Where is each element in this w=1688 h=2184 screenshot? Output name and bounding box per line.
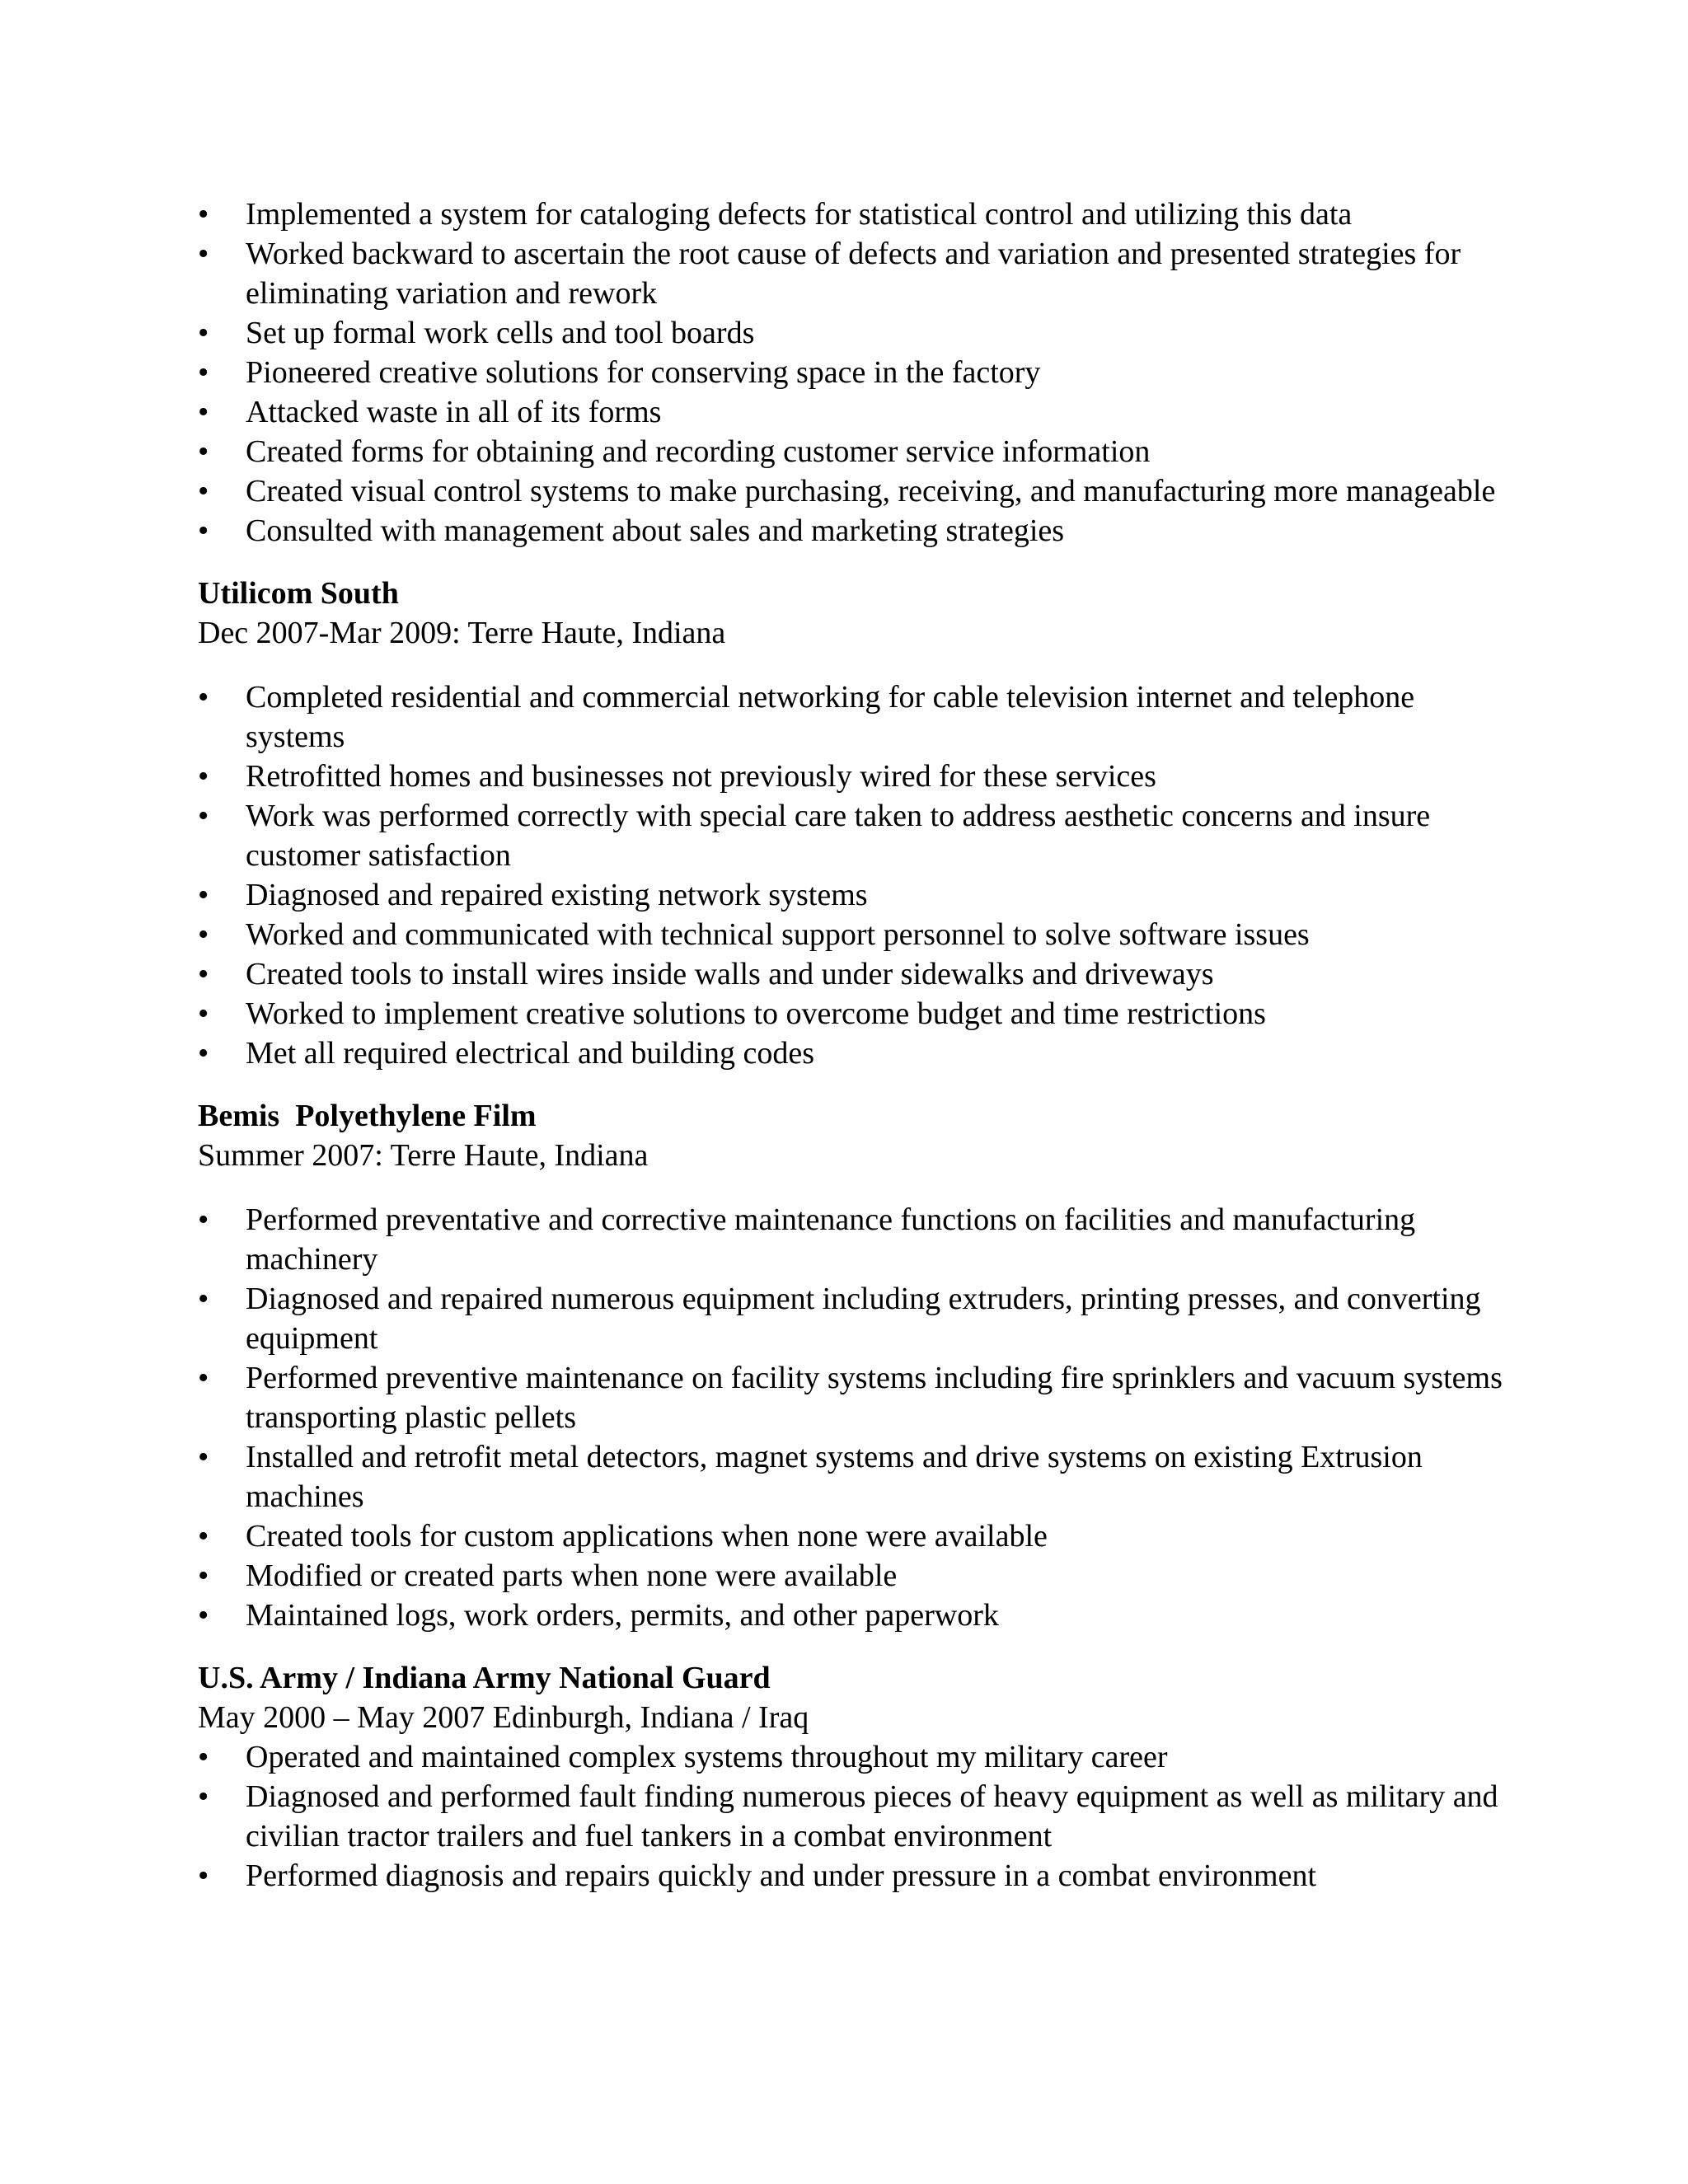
list-item: • Worked backward to ascertain the root cause of defects and variation and presented strategies for eliminating variation and rework — [198, 234, 1517, 313]
list-item: • Work was performed correctly with special care taken to address aesthetic concerns and insure customer satisfaction — [198, 796, 1517, 875]
list-item: • Installed and retrofit metal detectors, magnet systems and drive systems on existing Extrusion machines — [198, 1437, 1517, 1516]
list-item: • Met all required electrical and building codes — [198, 1033, 1517, 1073]
list-item: • Performed preventative and corrective maintenance functions on facilities and manufacturing machinery — [198, 1200, 1517, 1279]
list-item: • Created tools to install wires inside walls and under sidewalks and driveways — [198, 954, 1517, 994]
bullet-icon: • — [198, 1440, 209, 1474]
bullet-icon: • — [198, 799, 209, 833]
list-item: • Worked to implement creative solutions to overcome budget and time restrictions — [198, 994, 1517, 1033]
list-item: • Attacked waste in all of its forms — [198, 392, 1517, 432]
job-employer: Utilicom South — [198, 576, 399, 611]
resume-page — [198, 194, 1517, 1896]
list-item: • Diagnosed and repaired numerous equipment including extruders, printing presses, and converting equipment — [198, 1279, 1517, 1358]
list-item: • Diagnosed and performed fault finding numerous pieces of heavy equipment as well as military and civilian tractor trailers and fuel tankers in a combat environment — [198, 1777, 1517, 1856]
list-item: • Set up formal work cells and tool boards — [198, 313, 1517, 353]
bullet-icon: • — [198, 1598, 209, 1633]
bullet-icon: • — [198, 1519, 209, 1554]
bullet-icon: • — [198, 917, 209, 952]
job-section-utilicom — [198, 574, 1517, 1073]
list-item: • Implemented a system for cataloging defects for statistical control and utilizing this data — [198, 194, 1517, 234]
bullet-icon: • — [198, 878, 209, 912]
bullet-icon: • — [198, 1779, 209, 1814]
list-item: • Performed preventive maintenance on facility systems including fire sprinklers and vacuum systems transporting plastic pellets — [198, 1358, 1517, 1437]
list-item: • Operated and maintained complex systems throughout my military career — [198, 1737, 1517, 1777]
list-item: • Modified or created parts when none were available — [198, 1556, 1517, 1596]
bullet-icon: • — [198, 1036, 209, 1071]
bullet-icon: • — [198, 759, 209, 794]
list-item: • Consulted with management about sales and marketing strategies — [198, 511, 1517, 551]
bullet-icon: • — [198, 680, 209, 715]
bullet-icon: • — [198, 237, 209, 271]
job-dates-location: Summer 2007: Terre Haute, Indiana — [198, 1138, 649, 1173]
list-item: • Created tools for custom applications when none were available — [198, 1516, 1517, 1556]
list-item: • Maintained logs, work orders, permits, and other paperwork — [198, 1596, 1517, 1635]
job-employer: Bemis Polyethylene Film — [198, 1099, 537, 1133]
bullet-icon: • — [198, 1740, 209, 1774]
bullet-icon: • — [198, 197, 209, 232]
job-bullet-list — [198, 1200, 1517, 1635]
bullet-icon: • — [198, 316, 209, 350]
job-employer: U.S. Army / Indiana Army National Guard — [198, 1661, 771, 1695]
bullet-icon: • — [198, 1202, 209, 1237]
bullet-icon: • — [198, 957, 209, 991]
list-item: • Pioneered creative solutions for conserving space in the factory — [198, 353, 1517, 392]
list-item: • Retrofitted homes and businesses not previously wired for these services — [198, 757, 1517, 796]
bullet-icon: • — [198, 1558, 209, 1593]
list-item: • Created visual control systems to make purchasing, receiving, and manufacturing more manageable — [198, 471, 1517, 511]
job-section-bemis — [198, 1096, 1517, 1635]
bullet-icon: • — [198, 1282, 209, 1316]
bullet-icon: • — [198, 1858, 209, 1893]
list-item: • Performed diagnosis and repairs quickly and under pressure in a combat environment — [198, 1856, 1517, 1896]
job-bullet-list — [198, 677, 1517, 1073]
job-dates-location: Dec 2007-Mar 2009: Terre Haute, Indiana — [198, 616, 726, 650]
list-item: • Diagnosed and repaired existing network systems — [198, 875, 1517, 915]
bullet-icon: • — [198, 395, 209, 429]
list-item: • Worked and communicated with technical support personnel to solve software issues — [198, 915, 1517, 954]
job-bullet-list — [198, 1737, 1517, 1896]
bullet-icon: • — [198, 474, 209, 509]
job-section-army — [198, 1658, 1517, 1896]
intro-bullet-list — [198, 194, 1517, 551]
list-item: • Completed residential and commercial networking for cable television internet and telephone systems — [198, 677, 1517, 757]
job-dates-location: May 2000 – May 2007 Edinburgh, Indiana / Iraq — [198, 1700, 809, 1735]
list-item: • Created forms for obtaining and recording customer service information — [198, 432, 1517, 471]
bullet-icon: • — [198, 1361, 209, 1395]
bullet-icon: • — [198, 996, 209, 1031]
bullet-icon: • — [198, 355, 209, 390]
bullet-icon: • — [198, 513, 209, 548]
bullet-icon: • — [198, 434, 209, 469]
